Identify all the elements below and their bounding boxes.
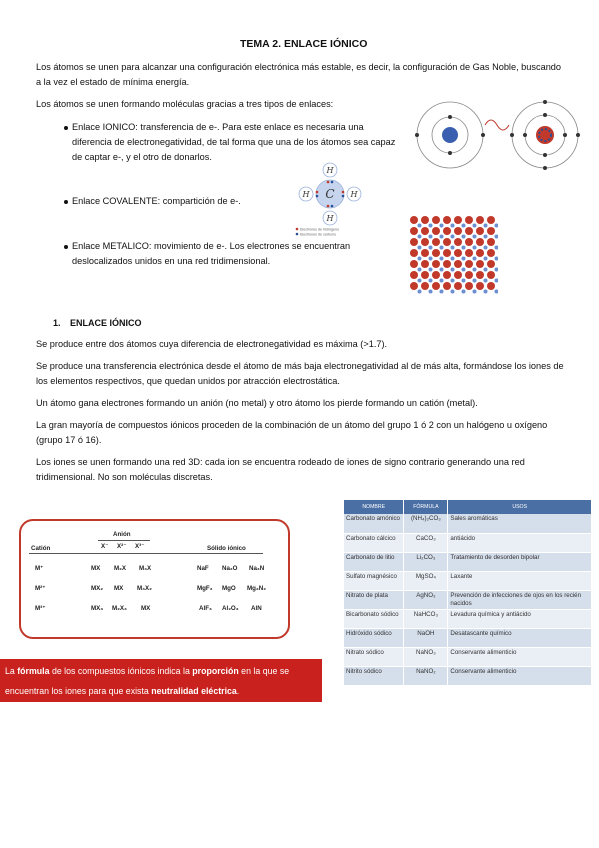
lattice-electron — [484, 279, 488, 283]
lattice-electron — [473, 257, 477, 261]
lattice-electron — [484, 235, 488, 239]
lattice-electron — [462, 246, 466, 250]
example-cell: AlN — [251, 605, 262, 612]
formula-note-bold: proporción — [192, 666, 239, 676]
lattice-cation — [454, 249, 462, 257]
cation-cell: M³⁺ — [35, 605, 46, 612]
lattice-electron — [495, 224, 499, 228]
hydrogen-label: H — [302, 190, 310, 199]
compound-use: antiácido — [448, 533, 592, 552]
paragraph: Los iones se unen formando una red 3D: cada ion se encuentra rodeado de iones de signo contrario generando una red tridimensional. No son moléculas discretas. — [36, 457, 525, 482]
table-row — [344, 628, 592, 647]
compounds-table — [344, 500, 592, 686]
lattice-cation — [487, 249, 495, 257]
hydrogen-label: H — [350, 190, 358, 199]
formula-note-text: La — [5, 666, 18, 676]
lattice-cation — [443, 249, 451, 257]
legend-carbon: Electrones de carbono — [300, 232, 336, 236]
lattice-cation — [421, 282, 429, 290]
lattice-electron — [440, 246, 444, 250]
bullet-dot — [64, 200, 68, 204]
example-cell: MgO — [222, 585, 236, 592]
paragraph: Un átomo gana electrones formando un anión (no metal) y otro átomo los pierde formando un catión (metal). — [36, 398, 478, 408]
lattice-electron — [462, 257, 466, 261]
anion-col: X²⁻ — [117, 543, 127, 550]
lattice-cation — [432, 282, 440, 290]
lattice-electron — [473, 268, 477, 272]
bullet-dot — [64, 126, 68, 130]
lattice-cation — [487, 282, 495, 290]
anion-col: X⁻ — [101, 543, 109, 550]
formula-cell: M₂X₃ — [112, 605, 127, 612]
compound-use: Sales aromáticas — [448, 514, 592, 533]
compound-formula: (NH₄)₂CO₃ — [404, 514, 448, 533]
lattice-electron — [418, 224, 422, 228]
example-cell: Na₃N — [249, 565, 265, 572]
lattice-electron — [495, 290, 499, 294]
compound-name: Nitrato de plata — [344, 590, 404, 609]
bullet-metallic: Enlace METALICO: movimiento de e-. Los electrones se encuentran deslocalizados unidos en una red tridimensional. — [72, 241, 351, 266]
lattice-electron — [440, 279, 444, 283]
compound-formula: NaNO₃ — [404, 647, 448, 666]
column-header: FÓRMULA — [404, 500, 448, 514]
lattice-cation — [454, 227, 462, 235]
lattice-cation — [487, 216, 495, 224]
example-cell: AlF₃ — [199, 605, 212, 612]
lattice-cation — [454, 238, 462, 246]
paragraph: Se produce entre dos átomos cuya diferencia de electronegatividad es máxima (>1.7). — [36, 339, 388, 349]
table-header-row — [344, 500, 592, 514]
lattice-cation — [410, 249, 418, 257]
anion-header: Anión — [113, 531, 131, 538]
lattice-electron — [473, 290, 477, 294]
lattice-electron — [484, 257, 488, 261]
example-cell: Mg₃N₂ — [247, 585, 267, 592]
ionic-bond-diagram — [405, 95, 585, 185]
lattice-electron — [451, 235, 455, 239]
formula-cell: MX — [114, 585, 124, 592]
paragraph: La gran mayoría de compuestos iónicos proceden de la combinación de un átomo del grupo 1 ó 2 con un halógeno u oxígeno (grupo 17 ó 16). — [36, 420, 548, 445]
lattice-cation — [476, 227, 484, 235]
lattice-cation — [465, 260, 473, 268]
compound-use: Conservante alimenticio — [448, 666, 592, 685]
compound-formula: NaNO₂ — [404, 666, 448, 685]
formula-cell: M₃X₂ — [137, 585, 152, 592]
lattice-electron — [451, 257, 455, 261]
legend-hydrogen: Electrones de hidrógeno — [300, 227, 339, 232]
table-row — [344, 609, 592, 628]
compound-name: Carbonato amónico — [344, 514, 404, 533]
lattice-cation — [487, 260, 495, 268]
formula-note-text: en la que se encuentran los iones para que exista — [5, 666, 290, 696]
column-header: USOS — [448, 500, 592, 514]
bullet-dot — [64, 245, 68, 249]
compound-name: Carbonato cálcico — [344, 533, 404, 552]
lattice-electron — [484, 246, 488, 250]
lattice-electron — [418, 290, 422, 294]
lattice-electron — [451, 279, 455, 283]
cation-cell: M⁺ — [35, 565, 44, 572]
compound-formula: MgSO₄ — [404, 571, 448, 590]
lattice-cation — [443, 227, 451, 235]
lattice-cation — [465, 249, 473, 257]
lattice-electron — [418, 268, 422, 272]
lattice-electron — [462, 224, 466, 228]
formula-cell: M₃X — [139, 565, 152, 572]
example-cell: NaF — [197, 565, 209, 572]
carbon-label: C — [325, 187, 335, 201]
lattice-electron — [440, 290, 444, 294]
lattice-cation — [410, 216, 418, 224]
lattice-cation — [465, 271, 473, 279]
lattice-electron — [462, 235, 466, 239]
lattice-cation — [432, 260, 440, 268]
solid-header: Sólido iónico — [207, 545, 246, 552]
lattice-cation — [465, 227, 473, 235]
covalent-bond-diagram — [294, 160, 374, 236]
lattice-cation — [476, 238, 484, 246]
lattice-cation — [476, 249, 484, 257]
table-row — [344, 533, 592, 552]
lattice-cation — [487, 227, 495, 235]
page-title: TEMA 2. ENLACE IÓNICO — [240, 38, 368, 50]
lattice-electron — [495, 268, 499, 272]
lattice-electron — [418, 279, 422, 283]
lattice-electron — [440, 257, 444, 261]
lattice-electron — [451, 268, 455, 272]
compound-name: Sulfato magnésico — [344, 571, 404, 590]
cation-header: Catión — [31, 545, 51, 552]
lattice-cation — [443, 238, 451, 246]
lattice-electron — [429, 257, 433, 261]
lattice-electron — [429, 246, 433, 250]
lattice-cation — [454, 260, 462, 268]
formula-note-text: . — [236, 686, 240, 696]
lattice-electron — [440, 235, 444, 239]
lattice-electron — [440, 268, 444, 272]
cation-cell: M²⁺ — [35, 585, 46, 592]
column-header: NOMBRE — [344, 500, 404, 514]
lattice-cation — [410, 282, 418, 290]
lattice-cation — [421, 271, 429, 279]
table-row — [344, 647, 592, 666]
example-cell: Al₂O₃ — [222, 605, 239, 612]
intro-paragraph: Los átomos se unen para alcanzar una configuración electrónica más estable, es decir, la configuración de Gas Noble, buscando a la vez el estado de mínima energía. — [36, 62, 562, 87]
anion-col: X³⁻ — [135, 543, 145, 550]
formula-note-text: de los compuestos iónicos indica la — [49, 666, 193, 676]
formula-cell: MX₂ — [91, 585, 104, 592]
example-cell: MgF₂ — [197, 585, 213, 592]
formula-cell: M₂X — [114, 565, 127, 572]
compound-name: Nitrito sódico — [344, 666, 404, 685]
lattice-electron — [484, 224, 488, 228]
lattice-cation — [421, 260, 429, 268]
lattice-cation — [432, 216, 440, 224]
lattice-electron — [418, 257, 422, 261]
intro-paragraph-2: Los átomos se unen formando moléculas gracias a tres tipos de enlaces: — [36, 99, 334, 109]
metallic-lattice-diagram — [406, 212, 498, 294]
lattice-cation — [476, 271, 484, 279]
lattice-electron — [429, 268, 433, 272]
lattice-electron — [429, 290, 433, 294]
ion-combination-table — [19, 519, 290, 639]
section-number: 1. — [53, 318, 61, 328]
lattice-cation — [476, 216, 484, 224]
compound-name: Bicarbonato sódico — [344, 609, 404, 628]
lattice-electron — [473, 224, 477, 228]
lattice-cation — [465, 216, 473, 224]
compound-formula: NaOH — [404, 628, 448, 647]
compound-name: Hidróxido sódico — [344, 628, 404, 647]
lattice-cation — [410, 227, 418, 235]
compound-use: Prevención de infecciones de ojos en los recién nacidos — [448, 590, 592, 609]
formula-cell: MX — [91, 565, 101, 572]
lattice-cation — [487, 238, 495, 246]
lattice-cation — [476, 282, 484, 290]
lattice-cation — [454, 216, 462, 224]
compound-formula: AgNO₃ — [404, 590, 448, 609]
compound-name: Nitrato sódico — [344, 647, 404, 666]
lattice-cation — [410, 238, 418, 246]
lattice-cation — [443, 282, 451, 290]
lattice-electron — [495, 246, 499, 250]
lattice-cation — [421, 216, 429, 224]
lattice-cation — [421, 238, 429, 246]
lattice-electron — [484, 290, 488, 294]
compound-formula: CaCO₃ — [404, 533, 448, 552]
lattice-electron — [429, 235, 433, 239]
table-row — [344, 571, 592, 590]
lattice-cation — [410, 260, 418, 268]
hydrogen-label: H — [326, 166, 334, 175]
lattice-cation — [410, 271, 418, 279]
compound-use: Desatascante químico — [448, 628, 592, 647]
lattice-electron — [440, 224, 444, 228]
lattice-electron — [473, 246, 477, 250]
formula-note-bold: fórmula — [17, 666, 50, 676]
lattice-cation — [454, 282, 462, 290]
lattice-cation — [432, 227, 440, 235]
compound-use: Conservante alimenticio — [448, 647, 592, 666]
lattice-electron — [462, 279, 466, 283]
example-cell: Na₂O — [222, 565, 238, 572]
lattice-electron — [495, 279, 499, 283]
lattice-cation — [432, 271, 440, 279]
compound-name: Carbonato de litio — [344, 552, 404, 571]
lattice-electron — [495, 235, 499, 239]
compound-formula: Li₂CO₃ — [404, 552, 448, 571]
lattice-electron — [462, 290, 466, 294]
bullet-covalent: Enlace COVALENTE: compartición de e-. — [72, 196, 241, 206]
lattice-cation — [443, 260, 451, 268]
formula-note-box — [0, 659, 322, 702]
lattice-electron — [473, 279, 477, 283]
lattice-cation — [465, 238, 473, 246]
lattice-electron — [418, 246, 422, 250]
lattice-cation — [421, 249, 429, 257]
table-row — [344, 514, 592, 533]
table-row — [344, 590, 592, 609]
lattice-cation — [432, 249, 440, 257]
formula-cell: MX — [141, 605, 151, 612]
lattice-electron — [462, 268, 466, 272]
compound-use: Levadura química y antiácido — [448, 609, 592, 628]
anion-rule — [98, 540, 150, 541]
lattice-electron — [451, 224, 455, 228]
lattice-electron — [484, 268, 488, 272]
lattice-electron — [429, 224, 433, 228]
paragraph: Se produce una transferencia electrónica desde el átomo de más baja electronegatividad al de más alta, formándose los iones de los elementos respectivos, que quedan unidos por atracción electrostática. — [36, 361, 564, 386]
lattice-electron — [473, 235, 477, 239]
lattice-electron — [451, 246, 455, 250]
compound-use: Laxante — [448, 571, 592, 590]
lattice-cation — [454, 271, 462, 279]
lattice-electron — [418, 235, 422, 239]
section-title: ENLACE IÓNICO — [70, 318, 142, 328]
lattice-cation — [443, 271, 451, 279]
lattice-cation — [487, 271, 495, 279]
lattice-cation — [421, 227, 429, 235]
compound-formula: NaHCO₃ — [404, 609, 448, 628]
table-row — [344, 666, 592, 685]
compound-use: Tratamiento de desorden bipolar — [448, 552, 592, 571]
formula-note-bold: neutralidad eléctrica — [151, 686, 237, 696]
lattice-electron — [429, 279, 433, 283]
table-row — [344, 552, 592, 571]
lattice-cation — [465, 282, 473, 290]
header-rule — [29, 553, 263, 554]
lattice-electron — [495, 257, 499, 261]
formula-cell: MX₃ — [91, 605, 104, 612]
lattice-electron — [451, 290, 455, 294]
lattice-cation — [432, 238, 440, 246]
bullet-ionic: Enlace IONICO: transferencia de e-. Para este enlace es necesaria una diferencia de electronegatividad, de tal forma que una de los átomos sea capaz de captar e-, y el otro de donarlos. — [72, 122, 396, 162]
lattice-cation — [443, 216, 451, 224]
lattice-cation — [476, 260, 484, 268]
hydrogen-label: H — [326, 214, 334, 223]
